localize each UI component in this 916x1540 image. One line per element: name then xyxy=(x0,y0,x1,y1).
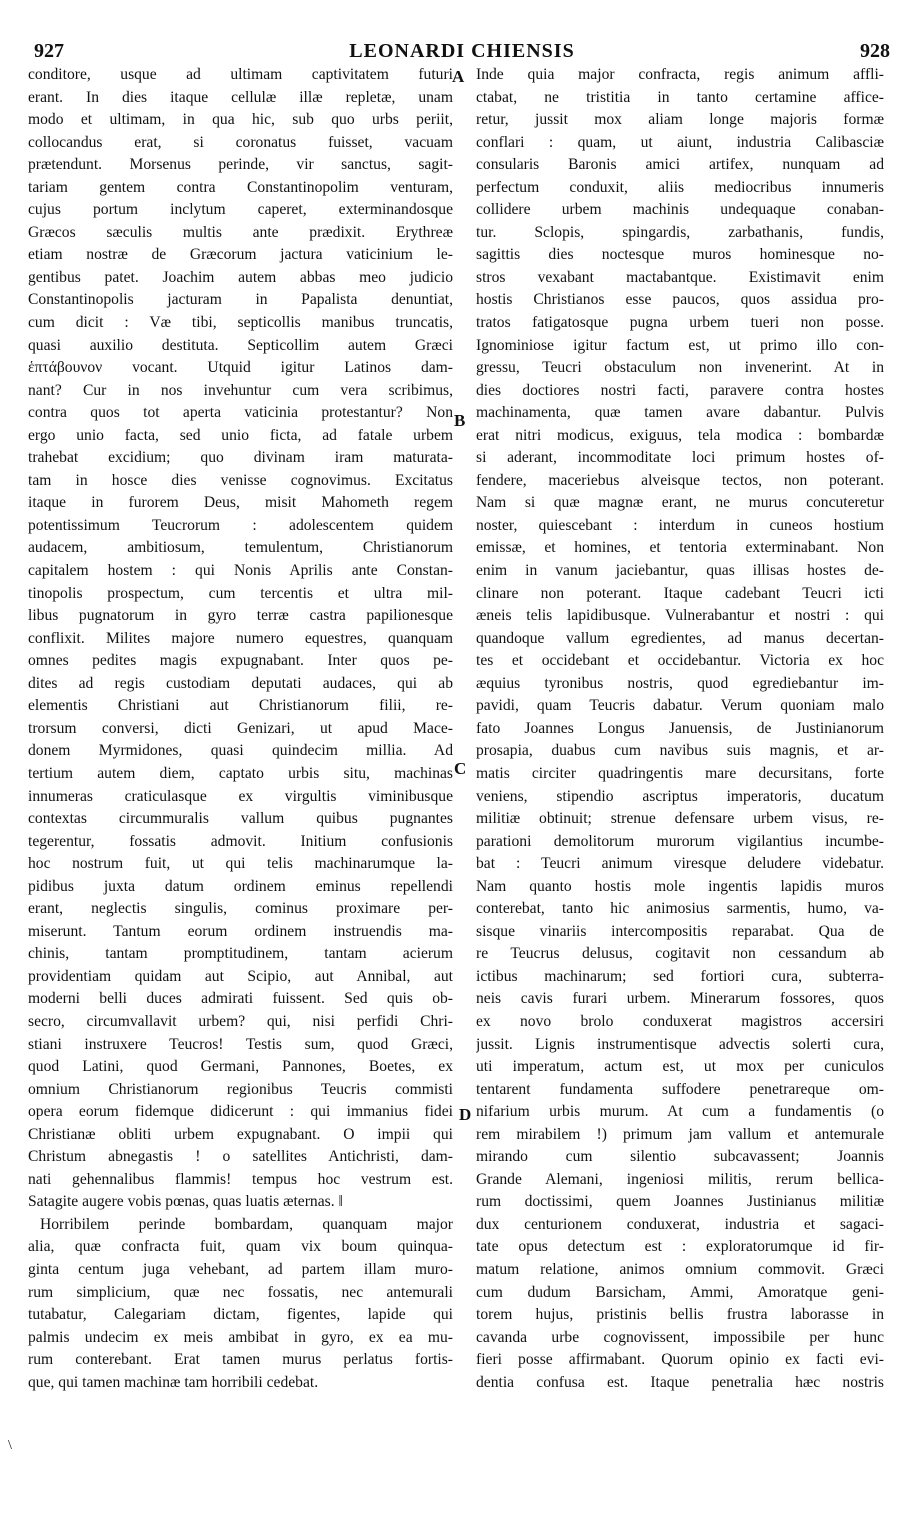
text-line: Ignominiose igitur factum est, ut primo illo con- xyxy=(476,336,884,354)
text-line: stiani instruxere Teucros! Testis sum, quod Græci, xyxy=(28,1035,453,1053)
text-line: omnes pedites magis expugnabant. Inter quos pe- xyxy=(28,652,453,670)
text-line: ergo unio facta, sed unio ficta, ad fatale urbem xyxy=(28,426,453,444)
text-line: rum doctissimi, quem Joannes Justinianus militiæ xyxy=(476,1193,884,1211)
text-line: jussit. Lignis instrumentisque advectis solerti cura, xyxy=(476,1035,884,1053)
text-line: perfectum conduxit, aliis mediocribus innumeris xyxy=(476,178,884,196)
text-line: dies doctiores nostri facti, paravere contra hostes xyxy=(476,381,884,399)
stray-margin-mark: \ xyxy=(8,1438,12,1453)
text-line: fato Joannes Longus Januensis, de Justinianorum xyxy=(476,719,884,737)
text-line: quasi auxilio destituta. Septicollim autem Græci xyxy=(28,336,453,354)
text-line: capitalem hostem : qui Nonis Aprilis ante Constan- xyxy=(28,562,453,580)
text-line: collocandus erat, si coronatus fuisset, vacuam xyxy=(28,133,453,151)
text-line: erant, neglectis singulis, cominus proximare per- xyxy=(28,900,453,918)
text-line: torem hujus, pristinis bellis frustra laborasse in xyxy=(476,1306,884,1324)
text-line: Græcos sæculis multis ante prædixit. Erythreæ xyxy=(28,223,453,241)
text-line: libus pugnatorum in gyro terræ castra papilionesque xyxy=(28,607,453,625)
text-line: Grande Alemani, ingeniosi militis, rerum bellica- xyxy=(476,1170,884,1188)
text-line: matis circiter quadringentis mare decursitans, forte xyxy=(476,764,884,782)
text-line: gressu, Teucri obstaculum non invenerint. At in xyxy=(476,359,884,377)
text-line: Constantinopolis jacturam in Papalista denuntiat, xyxy=(28,291,453,309)
text-line: dites ad regis custodiam deputati audaces, qui ab xyxy=(28,674,453,692)
text-line: tes et occidebant et occidebantur. Victoria ex hoc xyxy=(476,652,884,670)
text-line: cavanda urbe cognovissent, impossibile per hunc xyxy=(476,1328,884,1346)
margin-letter-b: B xyxy=(454,411,466,430)
page-title: LEONARDI CHIENSIS xyxy=(349,40,575,62)
text-line: militiæ obtinuit; strenue defensare urbem visus, re- xyxy=(476,810,884,828)
text-line: Inde quia major confracta, regis animum affli- xyxy=(476,66,884,83)
text-line: Nam quanto hostis mole ingentis lapidis muros xyxy=(476,877,884,895)
text-line: itaque in furorem Deus, misit Mahometh regem xyxy=(28,494,453,512)
text-line: prosapia, duabus cum navibus suis magnis, et ar- xyxy=(476,742,884,760)
text-line: chinis, tantam promptitudinem, tantam acierum xyxy=(28,945,453,963)
text-line: bat : Teucri animum viresque deludere videbatur. xyxy=(476,855,884,873)
text-line: elementis Christiani aut Christianorum filii, re- xyxy=(28,697,453,715)
text-line: noster, quiescebant : interdum in cuneos hostium xyxy=(476,516,884,534)
text-line: erant. In dies itaque cellulæ illæ repletæ, unam xyxy=(28,88,453,106)
text-line: Christianæ obliti urbem expugnabant. O impii qui xyxy=(28,1125,453,1143)
text-line: rem mirabilem !) primum jam vallum et antemurale xyxy=(476,1125,884,1143)
text-line: trorsum conversi, dicti Genizari, ut apud Mace- xyxy=(28,719,453,737)
text-line: innumeras craticulasque ex virgultis viminibusque xyxy=(28,787,453,805)
text-line: conterebat, tanto hic animosius sarmentis, humo, va- xyxy=(476,900,884,918)
text-line: miserunt. Tantum eorum ordinem instruendis ma- xyxy=(28,922,453,940)
text-line: contra quos tot aperta vaticinia protestantur? Non xyxy=(28,404,453,422)
text-line: stros vexabant mactabantque. Existimavit enim xyxy=(476,268,884,286)
text-line: fieri posse affirmabant. Quorum opinio ex facti evi- xyxy=(476,1351,884,1369)
text-line: conditore, usque ad ultimam captivitatem futuri xyxy=(28,66,453,83)
text-line: alia, quæ confracta fuit, quam vix boum quinqua- xyxy=(28,1238,453,1256)
text-line: erat nitri modicus, exiguus, tela modica : bombardæ xyxy=(476,426,884,444)
text-line: quod Latini, quod Germani, Pannones, Boetes, ex xyxy=(28,1058,453,1076)
text-line: tam in hosce dies venisse cognovimus. Excitatus xyxy=(28,471,453,489)
text-line: potentissimum Teucrorum : adolescentem quidem xyxy=(28,516,453,534)
text-line: machinamenta, quæ tamen avare dabantur. Pulvis xyxy=(476,404,884,422)
text-line: si aderant, incommoditate loci primum hostes of- xyxy=(476,449,884,467)
text-line: neis cavis furari urbem. Minerarum fossores, quos xyxy=(476,990,884,1008)
text-line: sisque vinariis intercompositis reparabat. Qua de xyxy=(476,922,884,940)
text-line: dux centurionem conduxerat, industria et sagaci- xyxy=(476,1215,884,1233)
text-line: collidere urbem machinis undequaque conaban- xyxy=(476,201,884,219)
text-line: audacem, ambitiosum, temulentum, Christianorum xyxy=(28,539,453,557)
text-line: trahebat excidium; quo divinam iram maturata- xyxy=(28,449,453,467)
text-line: palmis undecim ex meis ambibat in gyro, ex ea mu- xyxy=(28,1328,453,1346)
text-line: tertium autem diem, captato urbis situ, machinas xyxy=(28,764,453,782)
text-line: nifarium urbis murum. At cum a fundamentis (o xyxy=(476,1103,884,1121)
text-line: ictibus machinarum; sed fortiori cura, subterra- xyxy=(476,967,884,985)
text-line: que, qui tamen machinæ tam horribili cedebat. xyxy=(28,1373,319,1391)
text-line: ἑπτάβουνον vocant. Utquid igitur Latinos dam- xyxy=(28,359,453,377)
text-line: tariam gentem contra Constantinopolim venturam, xyxy=(28,178,453,196)
text-line: parationi demolitorum murorum vigilantius incumbe- xyxy=(476,832,884,850)
text-line: ex novo brolo conduxerat magistros accersiri xyxy=(476,1012,884,1030)
text-line: pavidi, quam Teucris dabatur. Verum quoniam malo xyxy=(476,697,884,715)
text-line: providentiam quidam aut Scipio, aut Annibal, aut xyxy=(28,967,453,985)
text-line: dentia confusa est. Itaque penetralia hæc nostris xyxy=(476,1373,884,1391)
page-number-right: 928 xyxy=(860,40,890,62)
text-line: moderni belli duces admirati fuissent. Sed quis ob- xyxy=(28,990,453,1008)
text-line: fendere, maceriebus alveisque tectos, non poterant. xyxy=(476,471,884,489)
margin-letter-a: A xyxy=(452,67,465,86)
text-line: conflixit. Milites majore numero equestres, quanquam xyxy=(28,629,453,647)
text-line: mirando cum silentio subcavassent; Joannis xyxy=(476,1148,884,1166)
text-line: conflari : quam, ut aiunt, industria Calibasciæ xyxy=(476,133,884,151)
text-line: modo et ultimam, in qua hic, sub quo urbs periit, xyxy=(28,111,453,129)
text-line: emissæ, et homines, et tentoria exterminabant. Non xyxy=(476,539,884,557)
text-line: clinare non poterant. Itaque cadebant Teucri icti xyxy=(476,584,884,602)
page-number-left: 927 xyxy=(34,40,64,62)
text-line: rum conterebant. Erat tamen murus perlatus fortis- xyxy=(28,1351,453,1369)
text-line: gentibus patet. Joachim autem abbas meo judicio xyxy=(28,268,453,286)
text-line: tate opus detectum est : exploratorumque id fir- xyxy=(476,1238,884,1256)
text-line: donem Myrmidones, quasi quindecim millia. Ad xyxy=(28,742,453,760)
text-line: cujus portum inclytum caperet, exterminandosque xyxy=(28,201,453,219)
text-line: uti imperatum, actum est, ut mox per cuniculos xyxy=(476,1058,884,1076)
text-line: tratos fatigatosque pugna urbem tueri non posse. xyxy=(476,314,884,332)
text-line: re Teucrus delusus, cogitavit non cessandum ab xyxy=(476,945,884,963)
text-line: omnium Christianorum regionibus Teucris commisti xyxy=(28,1080,453,1098)
right-text-column xyxy=(476,64,884,1394)
text-line: æneis telis lapidibusque. Vulnerabantur et nostri : qui xyxy=(476,607,884,625)
text-line: tur. Sclopis, spingardis, zarbathanis, fundis, xyxy=(476,223,884,241)
text-line: matum relatione, animos omnium commovit. Græci xyxy=(476,1260,884,1278)
text-line: veniens, stipendio ascriptus imperatoris, ducatum xyxy=(476,787,884,805)
text-line: prætendunt. Morsenus perinde, vir sanctus, sagit- xyxy=(28,156,453,174)
text-line: cum dicit : Væ tibi, septicollis manibus truncatis, xyxy=(28,314,453,332)
text-line: nati gehennalibus flammis! tempus hoc vestrum est. xyxy=(28,1170,453,1188)
text-line: tentarent fundamenta suffodere penetrareque om- xyxy=(476,1080,884,1098)
text-line: retur, jussit mox aliam longe majoris formæ xyxy=(476,111,884,129)
text-line: enim in vanum jaciebantur, quas illisas hostes de- xyxy=(476,562,884,580)
text-line: nant? Cur in nos invehuntur cum vera scribimus, xyxy=(28,381,453,399)
text-line: Nam si quæ magnæ erant, ne murus concuteretur xyxy=(476,494,884,512)
margin-letter-d: D xyxy=(459,1105,472,1124)
running-head xyxy=(28,34,896,68)
text-line: cum dudum Barsicham, Ammi, Amoratque geni- xyxy=(476,1283,884,1301)
text-line: ctabat, ne tristitia in tanto certamine affice- xyxy=(476,88,884,106)
text-line: hoc nostrum fuit, ut qui telis machinarumque la- xyxy=(28,855,453,873)
text-line: sagittis dies noctesque muros hominesque no- xyxy=(476,246,884,264)
text-line: opera eorum fidemque didicerunt : qui immanius fidei xyxy=(28,1103,453,1121)
text-line: etiam nostræ de Græcorum jactura vaticinium le- xyxy=(28,246,453,264)
text-line: secro, circumvallavit urbem? qui, nisi perfidi Chri- xyxy=(28,1012,453,1030)
text-line: ginta centum juga vehebant, ad partem illam muro- xyxy=(28,1260,453,1278)
text-line: æquius tyronibus nostris, quod egrediebantur im- xyxy=(476,674,884,692)
text-line: tegerentur, fossatis admovit. Initium confusionis xyxy=(28,832,453,850)
text-line: Horribilem perinde bombardam, quanquam major xyxy=(40,1215,453,1233)
text-line: hostis Christianos esse paucos, quos assidua pro- xyxy=(476,291,884,309)
text-line: quandoque vallum egredientes, ad manus decertan- xyxy=(476,629,884,647)
text-line: contextas circummuralis vallum quibus pugnantes xyxy=(28,810,453,828)
margin-letter-c: C xyxy=(454,759,467,778)
text-line: Christum abnegastis ! o satellites Antichristi, dam- xyxy=(28,1148,453,1166)
text-line: tutabatur, Calegariam dictam, figentes, lapide qui xyxy=(28,1306,453,1324)
text-line: rum simplicium, quæ nec fossatis, nec antemurali xyxy=(28,1283,453,1301)
left-text-column xyxy=(28,64,453,1394)
text-line: consularis Baronis amici artifex, nunquam ad xyxy=(476,156,884,174)
text-line: Satagite augere vobis pœnas, quas luatis æternas. ‖ xyxy=(28,1193,343,1211)
text-line: tinopolis prospectum, cum tercentis et ultra mil- xyxy=(28,584,453,602)
text-line: pidibus juxta datum ordinem eminus repellendi xyxy=(28,877,453,895)
